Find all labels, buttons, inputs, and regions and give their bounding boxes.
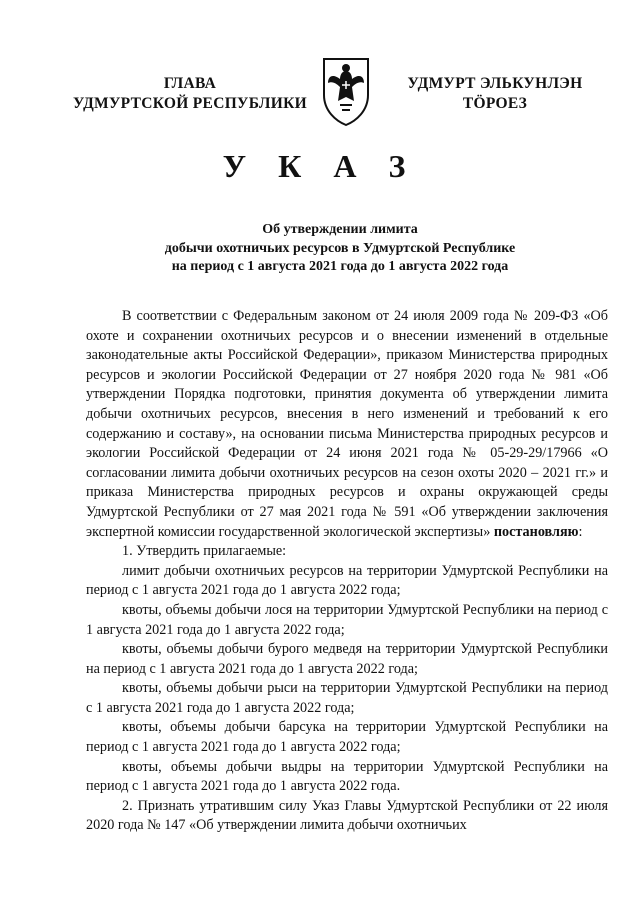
header-right-line2: ТӦРОЕЗ [462, 95, 528, 112]
udmurt-coat-of-arms-icon [318, 55, 374, 127]
item-2: 2. Признать утратившим силу Указ Главы Удмуртской Республики от 22 июля 2020 года № 147 «Об утверждении лимита добычи охотничьих [86, 797, 608, 834]
decree-word: постановляю [493, 523, 579, 540]
item-1-sub-5: квоты, объемы добычи барсука на территории Удмуртской Республики на период с 1 августа 2021 года до 1 августа 2022 года; [86, 719, 608, 756]
subject-line2: добычи охотничьих ресурсов в Удмуртской Республике [164, 240, 516, 256]
item-1-sub-3: квоты, объемы добычи бурого медведя на территории Удмуртской Республики на период с 1 августа 2021 года до 1 августа 2022 года; [86, 641, 608, 677]
document-body [86, 307, 608, 836]
header-right-line1: УДМУРТ ЭЛЬКУНЛЭН [407, 75, 583, 92]
header-left-line1: ГЛАВА [163, 75, 217, 92]
document-subject [120, 221, 560, 277]
document-title: У К А З [222, 148, 418, 184]
item-1-sub-1: лимит добычи охотничьих ресурсов на территории Удмуртской Республики на период с 1 августа 2021 года до 1 августа 2022 года; [86, 562, 608, 599]
item-1-sub-6: квоты, объемы добычи выдры на территории Удмуртской Республики на период с 1 августа 2021 года до 1 августа 2022 года. [86, 758, 608, 795]
header-right [390, 74, 600, 114]
header-left [70, 74, 310, 114]
item-1-sub-4: квоты, объемы добычи рыси на территории Удмуртской Республики на период с 1 августа 2021 года до 1 августа 2022 года; [86, 680, 608, 716]
intro-paragraph: В соответствии с Федеральным законом от 24 июля 2009 года № 209-ФЗ «Об охоте и сохранении охотничьих ресурсов и о внесении изменений в отдельные законодательные акты Российской Федерации», приказом Министерства природных ресурсов и экологии Российской Федерации от 27 ноября 2020 года № 981 «Об утверждении Порядка подготовки, принятия документа об утверждении лимита добычи охотничьих ресурсов, внесения в него изменений и требований к его содержанию и составу», на основании письма Министерства природных ресурсов и экологии Российской Федерации от 24 июня 2021 года № 05-29-29/17966 «О согласовании лимита добычи охотничьих ресурсов на сезон охоты 2020 – 2021 гг.» и приказа Министерства природных ресурсов и охраны окружающей среды Удмуртской Республики от 27 мая 2021 года № 591 «Об утверждении заключения экспертной комиссии государственной экологической экспертизы» постановляю: [86, 308, 608, 540]
subject-line1: Об утверждении лимита [262, 222, 418, 237]
header-left-line2: УДМУРТСКОЙ РЕСПУБЛИКИ [72, 95, 307, 112]
item-1-sub-2: квоты, объемы добычи лося на территории Удмуртской Республики на период с 1 августа 2021 года до 1 августа 2022 года; [86, 601, 608, 638]
subject-line3: на период с 1 августа 2021 года до 1 августа 2022 года [171, 259, 509, 274]
intro-text: В соответствии с Федеральным законом от 24 июля 2009 года № 209-ФЗ «Об охоте и сохранении охотничьих ресурсов и о внесении изменений в отдельные законодательные акты Российской Федерации», приказом Министерства природных ресурсов и экологии Российской Федерации от 27 ноября 2020 года № 981 «Об утверждении Порядка подготовки, принятия документа об утверждении лимита добычи охотничьих ресурсов, внесения в него изменений и требований к его содержанию и составу», на основании письма Министерства природных ресурсов и экологии Российской Федерации от 24 июня 2021 года № 05-29-29/17966 «О согласовании лимита добычи охотничьих ресурсов на сезон охоты 2020 – 2021 гг.» и приказа Министерства природных ресурсов и охраны окружающей среды Удмуртской Республики от 27 мая 2021 года № 591 «Об утверждении заключения экспертной комиссии государственной экологической экспертизы» [86, 308, 608, 540]
item-1: 1. Утвердить прилагаемые: [122, 543, 287, 560]
